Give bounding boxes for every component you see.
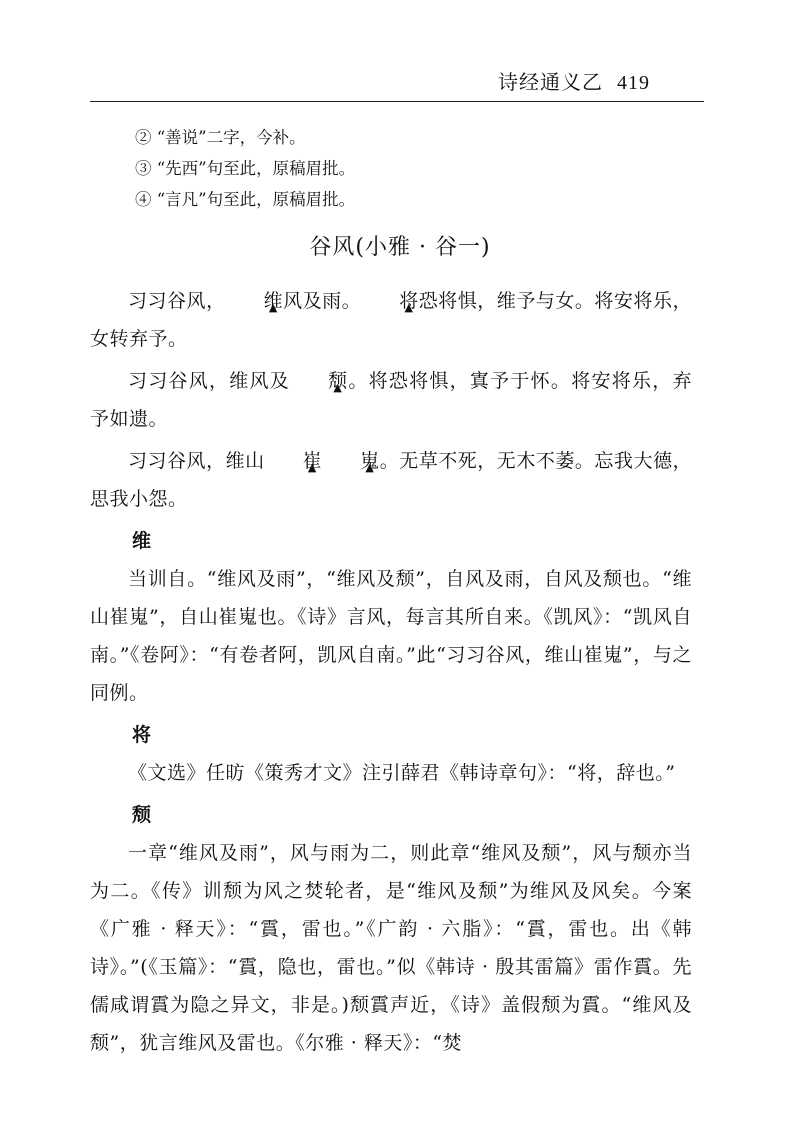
page-number: 419 [617,72,650,94]
header-title: 诗经通义乙 [498,70,603,94]
term-heading: 颓 [132,804,152,826]
marked-char: 嵬 ▲ [322,442,380,480]
term-heading: 将 [132,724,152,746]
stanza-text: 恐将惧，维予与女。将安将乐，女转弃予。 [90,290,692,350]
stanza-text: 风及雨。 [283,290,362,312]
footnote: ② “善说”二字，今补。 [135,128,306,147]
stanza-1 [90,282,692,358]
main-text [90,282,692,1066]
marked-char: 将 ▲ [361,282,419,320]
stanza-2 [90,362,692,438]
marked-char: 维 ▲ [226,282,284,320]
poem-title: 谷风(小雅 · 谷一) [309,235,491,260]
marked-char: 崔 ▲ [265,442,323,480]
running-header [498,66,650,95]
footnotes [135,122,355,215]
footnote: ④ “言凡”句至此，原稿眉批。 [135,190,356,209]
header-rule [90,101,704,102]
stanza-text: 习习谷风， [128,290,226,312]
commentary-paragraph: 《文选》任昉《策秀才文》注引薛君《韩诗章句》：“将，辞也。” [128,762,676,784]
term-heading: 维 [132,530,152,552]
commentary-paragraph: 一章“维风及雨”，风与雨为二，则此章“维风及颓”，风与颓亦当为二。《传》训颓为风之焚轮者，是“维风及颓”为维风及风矣。今案《广雅 · 释天》：“霣，雷也。”《广韵 · 六脂》：“霣，雷也。出《韩诗》。”(《玉篇》：“霣，隐也，雷也。”似《韩诗 · 殷其雷篇》雷作霣。先儒咸谓霣为隐之异文，非是。)颓霣声近，《诗》盖假颓为霣。“维风及颓”，犹言维风及雷也。《尔雅 · 释天》：“焚 [90,842,692,1054]
stanza-text: 。无草不死，无木不萎。忘我大德，思我小怨。 [90,450,692,510]
stanza-text: 。将恐将惧，寘予于怀。将安将乐，弃予如遗。 [90,370,692,430]
stanza-text: 习习谷风，维山 [128,450,265,472]
marked-char: 颓 ▲ [290,362,348,400]
commentary-paragraph: 当训自。“维风及雨”，“维风及颓”，自风及雨，自风及颓也。“维山崔嵬”，自山崔嵬也。《诗》言风，每言其所自来。《凯风》：“凯风自南。”《卷阿》：“有卷者阿，凯风自南。”此“习习谷风，维山崔嵬”，与之同例。 [90,568,692,704]
footnote: ③ “先西”句至此，原稿眉批。 [135,159,356,178]
stanza-text: 习习谷风，维风及 [128,370,291,392]
stanza-3 [90,442,692,518]
